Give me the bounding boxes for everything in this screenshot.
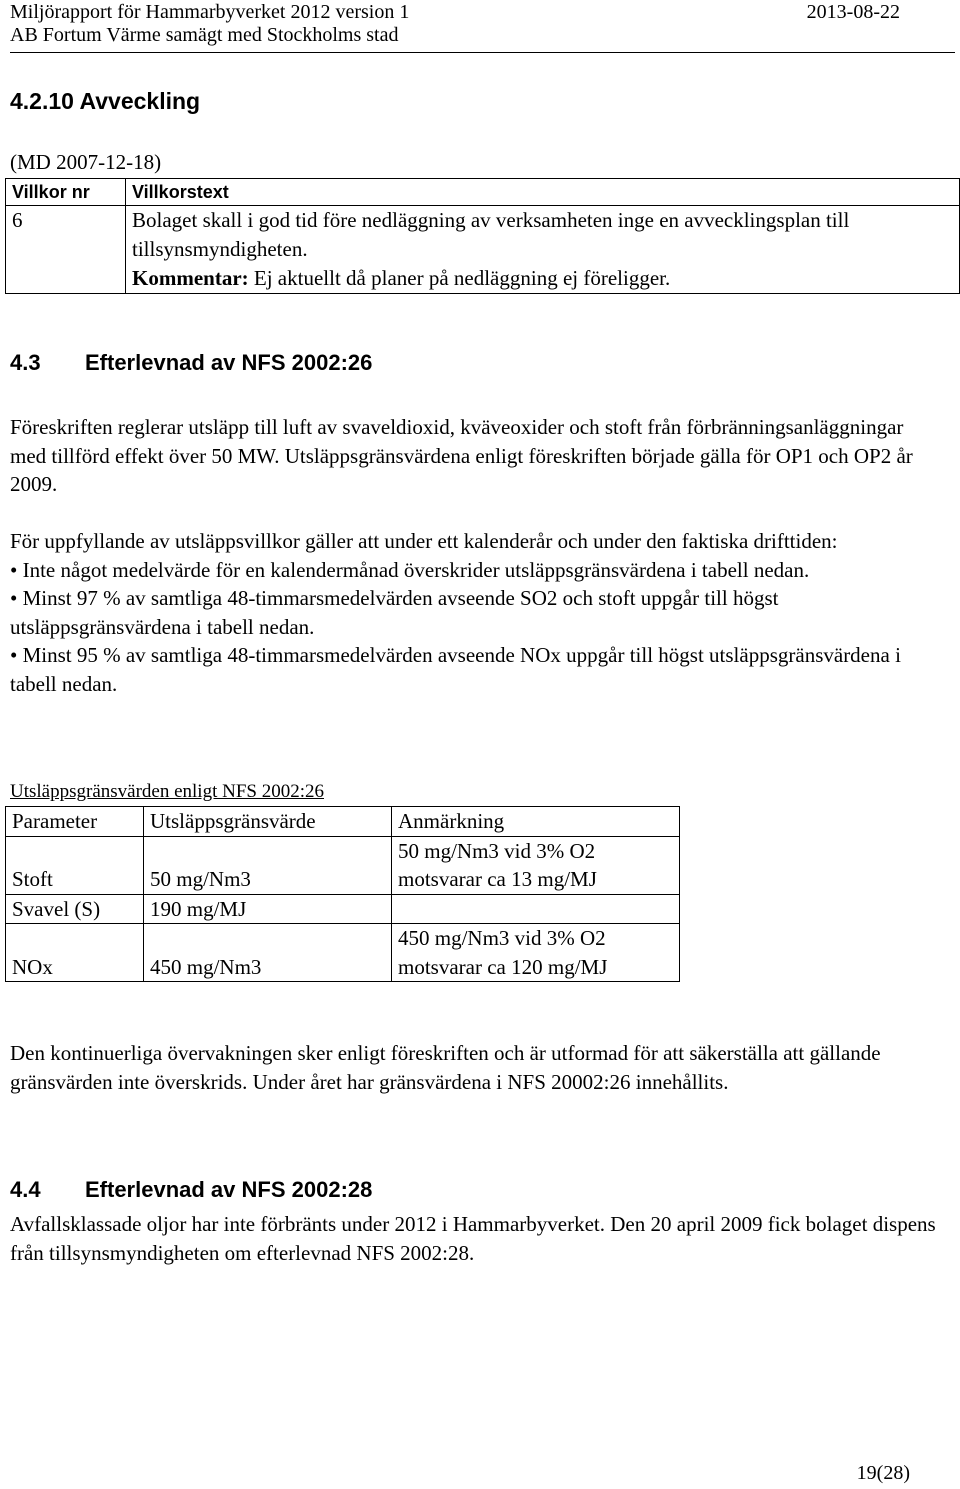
table-row xyxy=(6,836,680,894)
header-date: 2013-08-22 xyxy=(806,1,900,23)
note-line: motsvarar ca 13 mg/MJ xyxy=(398,867,597,891)
note-line: 50 mg/Nm3 vid 3% O2 xyxy=(398,838,596,863)
monitoring-paragraph: Den kontinuerliga övervakningen sker enligt föreskriften och är utformad för att säkerställa att gällande gränsvärden inte överskrids. Under året har gränsvärdena i NFS 20002:26 innehållits. xyxy=(10,1041,881,1094)
list-item: • Minst 95 % av samtliga 48-timmarsmedelvärden avseende NOx uppgår till högst utsläppsgränsvärdena i tabell nedan. xyxy=(10,641,940,698)
section-number: 4.4 xyxy=(10,1177,41,1202)
list-item: • Inte något medelvärde för en kalendermånad överskrider utsläppsgränsvärdena i tabell nedan. xyxy=(10,556,940,585)
section-heading-4210: 4.2.10 Avveckling xyxy=(10,88,201,114)
list-item: • Minst 97 % av samtliga 48-timmarsmedelvärden avseende SO2 och stoft uppgår till högst utsläppsgränsvärdena i tabell nedan. xyxy=(10,584,940,641)
page-number: 19(28) xyxy=(856,1462,910,1484)
section-number: 4.3 xyxy=(10,350,41,375)
cell-note xyxy=(392,836,680,894)
condition-text: Bolaget skall i god tid före nedläggning av verksamheten inge en avvecklingsplan till tillsynsmyndigheten. xyxy=(132,208,850,261)
condition-comment xyxy=(132,264,959,293)
col-header-text: Villkorstext xyxy=(126,179,960,206)
emission-limits-table xyxy=(5,806,680,982)
table-row xyxy=(6,924,680,982)
comment-label: Kommentar: xyxy=(132,266,249,290)
note-line: 450 mg/Nm3 vid 3% O2 xyxy=(398,926,606,950)
col-header-note: Anmärkning xyxy=(392,807,680,837)
header-title: Miljörapport för Hammarbyverket 2012 version 1 xyxy=(10,1,410,23)
regulation-paragraph xyxy=(10,413,940,499)
cell-note xyxy=(392,924,680,982)
condition-number: 6 xyxy=(6,206,126,294)
cell-parameter: Stoft xyxy=(6,836,144,894)
md-date: (MD 2007-12-18) xyxy=(10,150,162,174)
col-header-nr: Villkor nr xyxy=(6,179,126,206)
cell-limit: 450 mg/Nm3 xyxy=(144,924,392,982)
emission-conditions xyxy=(10,527,940,698)
regulation-text-a: Föreskriften reglerar utsläpp till luft av svaveldioxid, kväveoxider och stoft från förbränningsanläggningar med tillförd effekt över 50 MW. xyxy=(10,415,904,468)
cell-note xyxy=(392,894,680,924)
condition-text-cell xyxy=(126,206,960,294)
table-row xyxy=(6,206,960,294)
waste-oil-paragraph: Avfallsklassade oljor har inte förbränts under 2012 i Hammarbyverket. Den 20 april 2009 fick bolaget dispens från tillsynsmyndigheten om efterlevnad NFS 2002:28. xyxy=(10,1212,936,1265)
cell-parameter: Svavel (S) xyxy=(6,894,144,924)
note-line: motsvarar ca 120 mg/MJ xyxy=(398,954,608,979)
table-row xyxy=(6,894,680,924)
section-title: Efterlevnad av NFS 2002:28 xyxy=(85,1177,373,1202)
header-organization: AB Fortum Värme samägt med Stockholms stad xyxy=(10,24,399,46)
section-title: Efterlevnad av NFS 2002:26 xyxy=(85,350,373,375)
comment-text: Ej aktuellt då planer på nedläggning ej föreligger. xyxy=(248,266,671,290)
conditions-table xyxy=(5,178,960,294)
regulation-text-b: Utsläppsgränsvärdena enligt föreskriften började gälla för OP1 och OP2 år 2009. xyxy=(10,443,913,496)
cell-limit: 190 mg/MJ xyxy=(144,894,392,924)
table-header-row xyxy=(6,807,680,837)
header-divider xyxy=(10,52,955,53)
conditions-intro: För uppfyllande av utsläppsvillkor gäller att under ett kalenderår och under den faktiska drifttiden: xyxy=(10,529,838,553)
cell-parameter: NOx xyxy=(6,924,144,982)
col-header-parameter: Parameter xyxy=(6,807,144,837)
col-header-limit: Utsläppsgränsvärde xyxy=(144,807,392,837)
cell-limit: 50 mg/Nm3 xyxy=(144,836,392,894)
section-heading-43 xyxy=(10,350,372,376)
section-heading-44 xyxy=(10,1177,372,1203)
table-caption: Utsläppsgränsvärden enligt NFS 2002:26 xyxy=(10,781,325,802)
table-header-row xyxy=(6,179,960,206)
